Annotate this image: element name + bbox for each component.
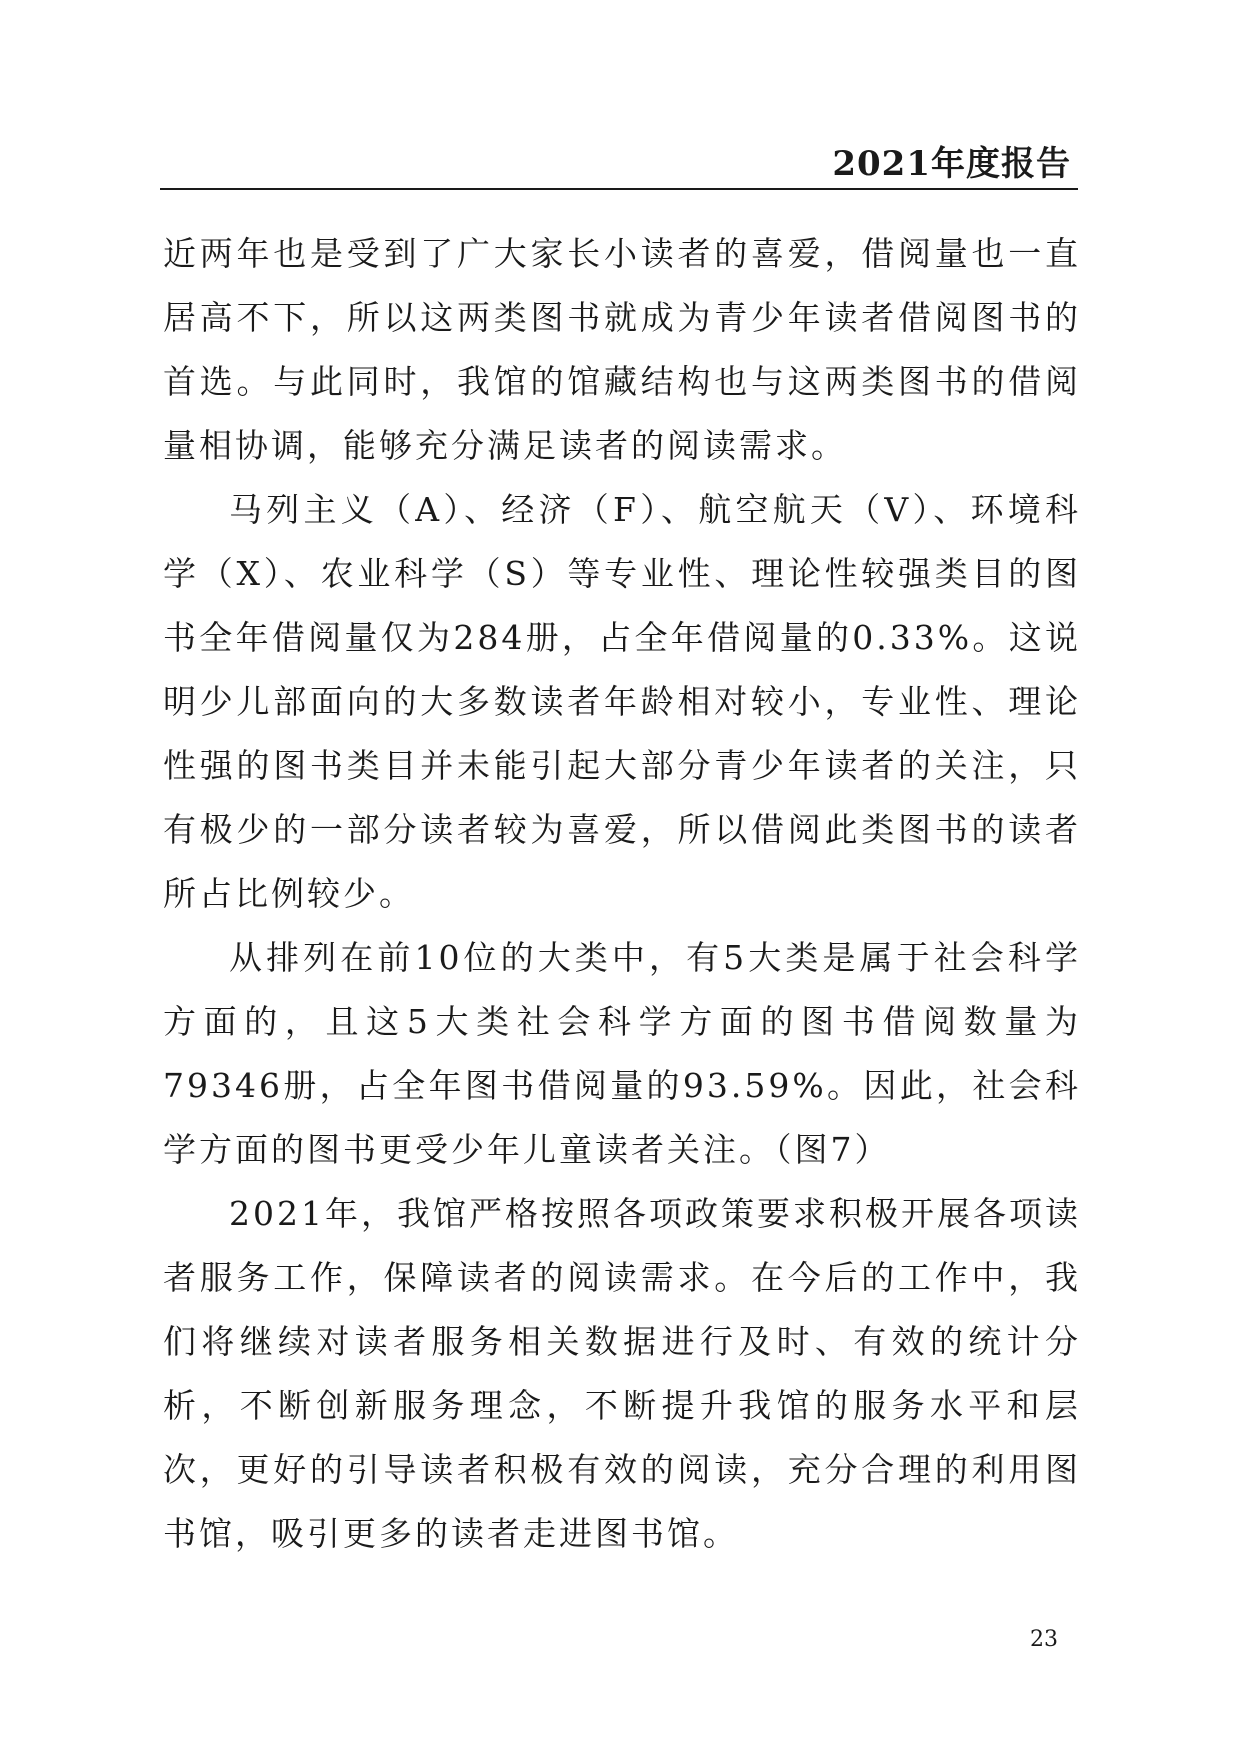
page-header-title: 2021年度报告 (832, 144, 1071, 184)
paragraph-continuation: 近两年也是受到了广大家长小读者的喜爱，借阅量也一直居高不下，所以这两类图书就成为青少年读者借阅图书的首选。与此同时，我馆的馆藏结构也与这两类图书的借阅量相协调，能够充分满足读者的阅读需求。 (163, 234, 1081, 465)
paragraph-low-borrow-categories: 马列主义（A）、经济（F）、航空航天（V）、环境科学（X）、农业科学（S）等专业性、理论性较强类目的图书全年借阅量仅为284册，占全年借阅量的0.33%。这说明少儿部面向的大多数读者年龄相对较小，专业性、理论性强的图书类目并未能引起大部分青少年读者的关注，只有极少的一部分读者较为喜爱，所以借阅此类图书的读者所占比例较少。 (163, 490, 1081, 913)
body-text (163, 222, 1081, 1566)
paragraph-social-science: 从排列在前10位的大类中，有5大类是属于社会科学方面的，且这5大类社会科学方面的图书借阅数量为79346册，占全年图书借阅量的93.59%。因此，社会科学方面的图书更受少年儿童读者关注。（图7） (163, 938, 1081, 1169)
paragraph-summary: 2021年，我馆严格按照各项政策要求积极开展各项读者服务工作，保障读者的阅读需求。在今后的工作中，我们将继续对读者服务相关数据进行及时、有效的统计分析，不断创新服务理念，不断提升我馆的服务水平和层次，更好的引导读者积极有效的阅读，充分合理的利用图书馆，吸引更多的读者走进图书馆。 (163, 1194, 1081, 1553)
header-divider (160, 188, 1078, 190)
page-number: 23 (1030, 1627, 1058, 1652)
